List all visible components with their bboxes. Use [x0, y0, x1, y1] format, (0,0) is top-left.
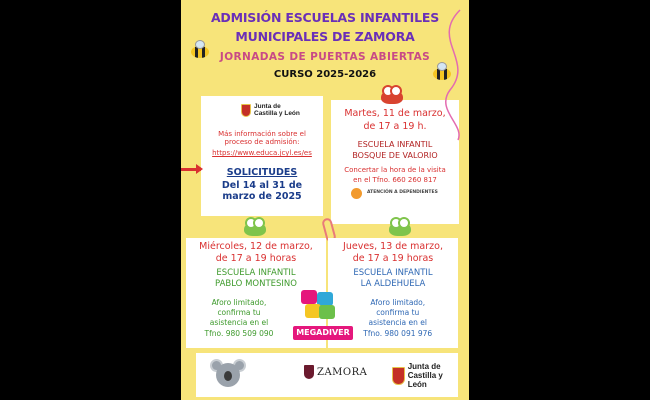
jueves-time: de 17 a 19 horas: [352, 253, 434, 264]
jueves-school-2: LA ALDEHUELA: [360, 279, 426, 289]
coat-of-arms-icon: [392, 367, 405, 385]
decorative-swirl-icon: [420, 0, 480, 150]
koala-icon: [210, 355, 246, 393]
junta-logo-footer: [392, 363, 458, 389]
miercoles-contact-1: Aforo limitado,: [211, 298, 267, 307]
jueves-contact-2: confirma tu: [376, 308, 420, 317]
zamora-shield-icon: [304, 365, 314, 379]
miercoles-contact-3: asistencia en el: [209, 318, 269, 327]
frog-icon: [381, 90, 403, 104]
jueves-contact-3: asistencia en el: [368, 318, 427, 327]
martes-time: de 17 a 19 h.: [363, 121, 427, 132]
megadiver-logo: MEGADIVER: [293, 326, 353, 340]
jueves-date: Jueves, 13 de marzo,: [343, 241, 443, 252]
junta-logo: [241, 103, 300, 117]
zamora-text: ZAMORA: [317, 366, 368, 378]
jueves-contact-4: Tfno. 980 091 976: [363, 329, 433, 338]
frog-icon: [389, 222, 411, 236]
solicitudes-label: SOLICITUDES: [226, 167, 298, 178]
arrow-icon: [181, 168, 201, 171]
miercoles-contact-4: Tfno. 980 509 090: [204, 329, 274, 338]
frog-icon: [244, 222, 266, 236]
footer-logo-line-2: Castilla y León: [407, 370, 443, 389]
solicitudes-dates: Del 14 al 31 de marzo de 2025: [221, 180, 303, 203]
footer-logo-line-1: Junta de: [407, 362, 441, 371]
logo-line-2: Castilla y León: [254, 110, 300, 118]
puzzle-icon: [301, 290, 337, 320]
jueves-school-1: ESCUELA INFANTIL: [353, 268, 433, 278]
miercoles-school-2: PABLO MONTESINO: [215, 279, 297, 289]
miercoles-time: de 17 a 19 horas: [215, 253, 297, 264]
title-line-2: MUNICIPALES DE ZAMORA: [235, 29, 415, 44]
martes-school-2: BOSQUE DE VALORIO: [352, 151, 438, 160]
martes-date: Martes, 11 de marzo,: [344, 108, 446, 119]
title-line-1: ADMISIÓN ESCUELAS INFANTILES: [210, 10, 440, 25]
miercoles-date: Miércoles, 12 de marzo,: [199, 241, 313, 252]
coat-of-arms-icon: [241, 104, 251, 117]
bee-icon: [191, 46, 209, 58]
jueves-contact-1: Aforo limitado,: [370, 298, 426, 307]
admission-link[interactable]: https://www.educa.jcyl.es/es: [212, 149, 312, 157]
sponsor-text: ATENCIÓN A DEPENDIENTES: [367, 190, 438, 195]
course-year: CURSO 2025-2026: [273, 69, 377, 80]
martes-contact-1: Concertar la hora de la visita: [344, 166, 446, 174]
miercoles-contact-2: confirma tu: [217, 308, 261, 317]
gear-logo-icon: [351, 188, 362, 199]
footer-card: [196, 353, 458, 397]
logo-line-1: Junta de: [254, 103, 281, 110]
subtitle-open-days: JORNADAS DE PUERTAS ABIERTAS: [219, 51, 431, 63]
info-card: [201, 96, 323, 216]
info-text: Más información sobre el proceso de admisión:: [218, 130, 306, 147]
miercoles-school-1: ESCUELA INFANTIL: [216, 268, 296, 278]
zamora-logo: [304, 365, 367, 379]
martes-contact-2: en el Tfno. 660 260 817: [353, 176, 437, 184]
martes-school-1: ESCUELA INFANTIL: [357, 140, 433, 149]
